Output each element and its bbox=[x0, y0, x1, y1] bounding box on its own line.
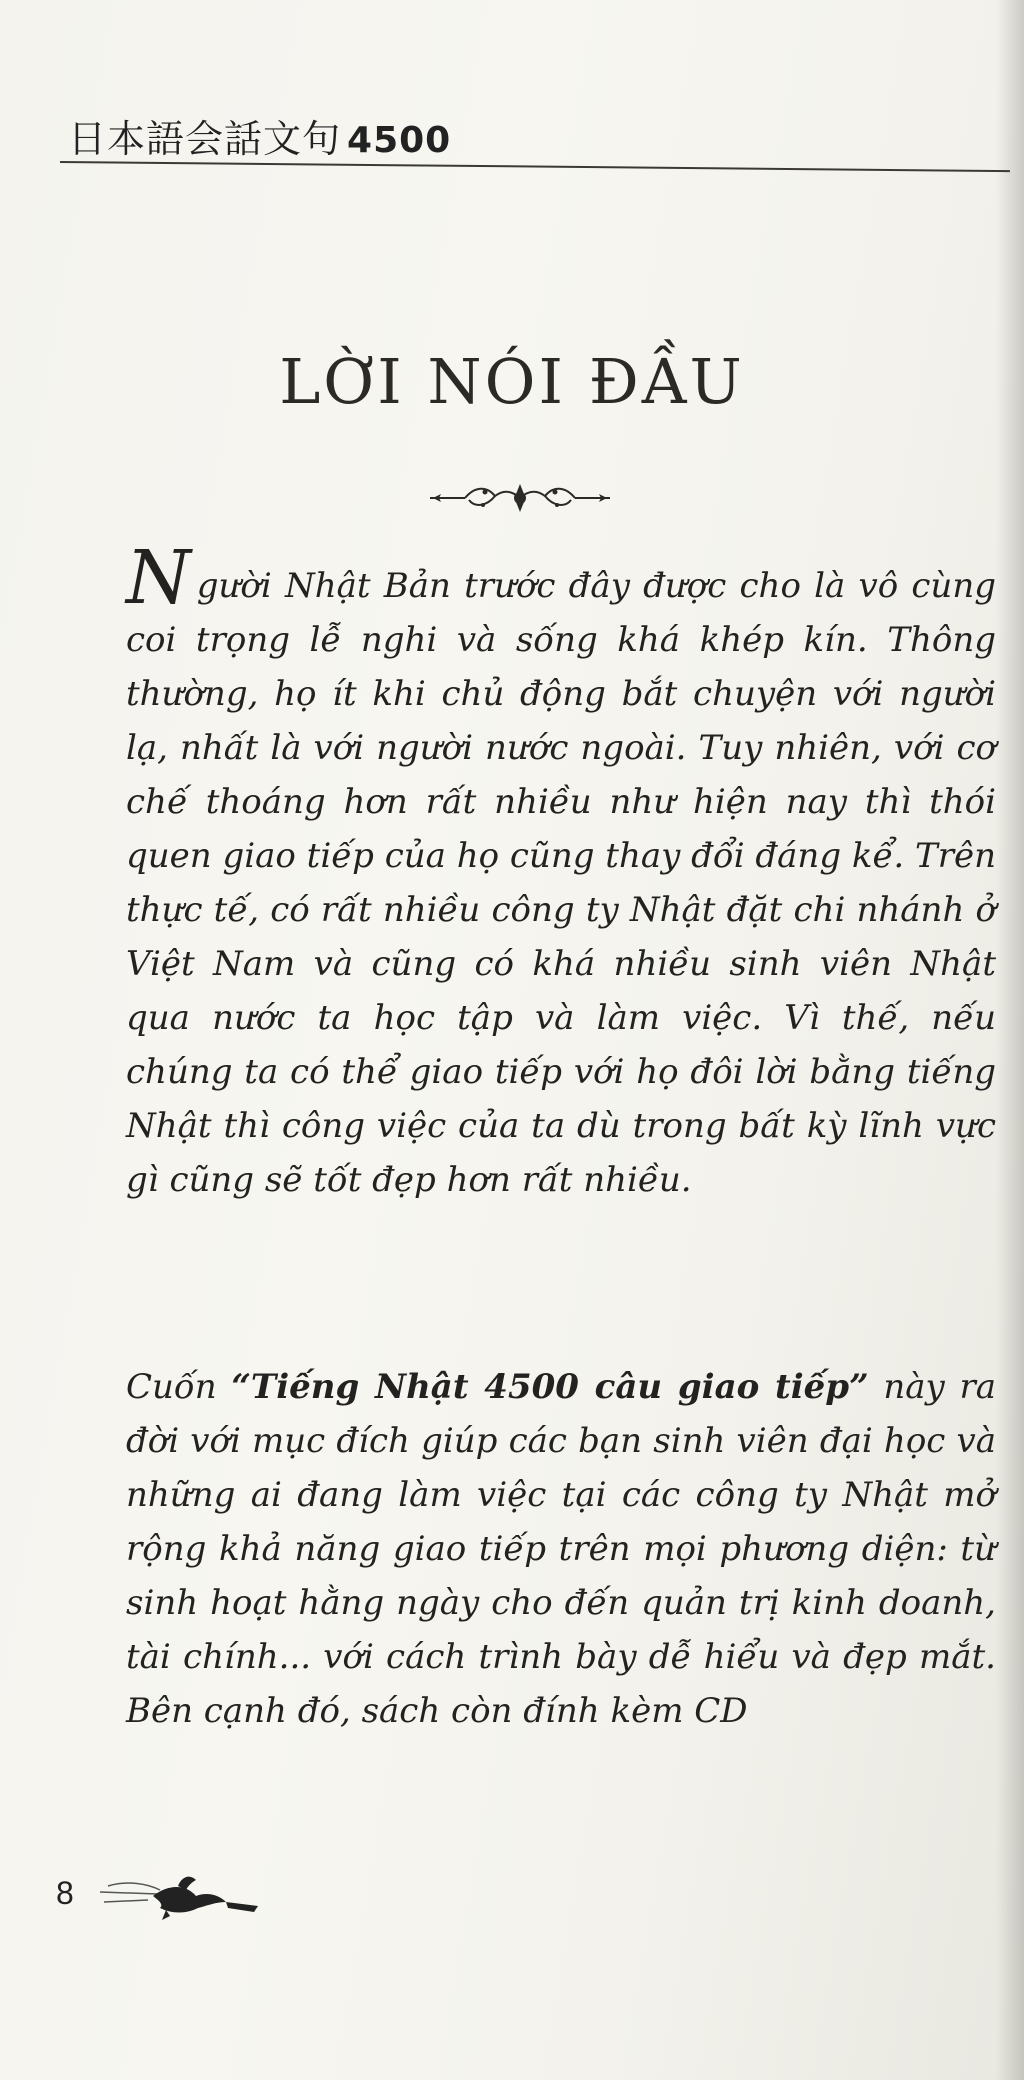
header-rule bbox=[60, 161, 1010, 172]
chapter-title: LỜI NÓI ĐẦU bbox=[279, 345, 745, 418]
ornament-divider-icon bbox=[425, 478, 615, 518]
page-number: 8 bbox=[56, 1875, 74, 1911]
paragraph-book-text: này ra đời với mục đích giúp các bạn sinh viên đại học và những ai đang làm việc tại các công ty Nhật mở rộng khả năng giao tiếp trên mọi phương diện: từ sinh hoạt hằng ngày cho đến quản trị kinh doanh, tài chính... với cách trình bày dễ hiểu và đẹp mắt. Bên cạnh đó, sách còn đính kèm CD bbox=[126, 1367, 996, 1731]
drop-cap: N bbox=[126, 535, 191, 621]
running-header bbox=[68, 108, 451, 163]
book-title: “Tiếng Nhật 4500 câu giao tiếp” bbox=[231, 1367, 869, 1407]
page-edge-shadow bbox=[996, 0, 1024, 2080]
bird-ornament-icon bbox=[98, 1862, 268, 1932]
paragraph-lead: Cuốn bbox=[126, 1367, 232, 1407]
header-title-japanese: 日本語会話文句 bbox=[68, 117, 342, 161]
header-title-number: 4500 bbox=[347, 120, 452, 161]
paragraph-intro bbox=[126, 535, 996, 1207]
paragraph-intro-text: gười Nhật Bản trước đây được cho là vô cùng coi trọng lễ nghi và sống khá khép kín. Thông thường, họ ít khi chủ động bắt chuyện với người lạ, nhất là với người nước ngoài. Tuy nhiên, với cơ chế thoáng hơn rất nhiều như hiện nay thì thói quen giao tiếp của họ cũng thay đổi đáng kể. Trên thực tế, có rất nhiều công ty Nhật đặt chi nhánh ở Việt Nam và cũng có khá nhiều sinh viên Nhật qua nước ta học tập và làm việc. Vì thế, nếu chúng ta có thể giao tiếp với họ đôi lời bằng tiếng Nhật thì công việc của ta dù trong bất kỳ lĩnh vực gì cũng sẽ tốt đẹp hơn rất nhiều. bbox=[126, 566, 996, 1200]
paragraph-book-description bbox=[126, 1360, 996, 1738]
